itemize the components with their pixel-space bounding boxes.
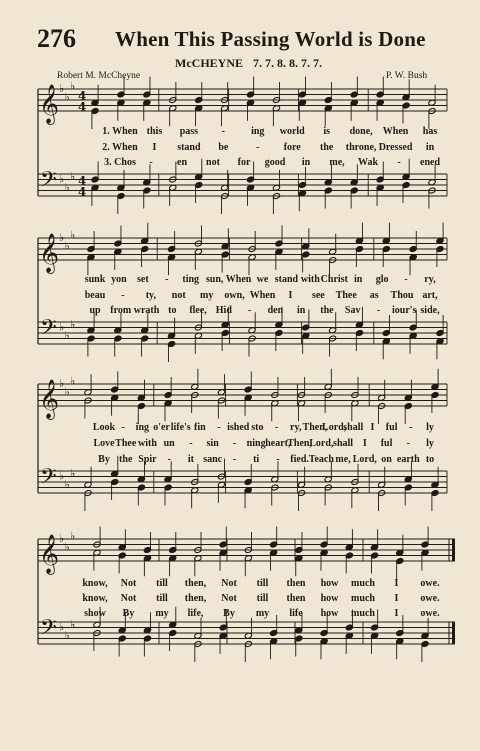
words-credit: Robert M. McCheyne <box>57 71 141 81</box>
lyric-syllable: has <box>422 126 438 137</box>
lyric-syllable: stand <box>177 142 201 153</box>
lyric-syllable: Not <box>221 593 237 604</box>
lyric-syllable: Dressed <box>378 142 413 153</box>
flat-icon: ♭ <box>64 385 70 399</box>
lyric-syllable: fore <box>283 142 301 153</box>
lyric-syllable: ti <box>253 454 260 465</box>
lyric-syllable: Spir <box>138 454 157 465</box>
flat-icon: ♭ <box>70 617 76 631</box>
lyric-syllable: ing <box>251 126 265 137</box>
lyric-syllable: see <box>311 290 325 301</box>
lyric-syllable: Not <box>221 578 237 589</box>
bass-clef-icon: 𝄢 <box>40 167 57 198</box>
lyric-syllable: as <box>369 290 379 301</box>
lyric-syllable: for <box>237 157 251 168</box>
lyric-syllable: Then, <box>287 438 312 449</box>
lyric-syllable: sanc <box>203 454 223 465</box>
lyric-syllable: - <box>232 438 237 449</box>
lyric-syllable: till <box>256 578 269 589</box>
lyric-syllable: en <box>177 157 187 168</box>
lyric-syllable: - <box>232 454 237 465</box>
lyric-syllable: how <box>320 608 339 619</box>
lyric-syllable: heart, <box>265 438 291 449</box>
treble-clef-icon: 𝄞 <box>39 534 60 574</box>
lyric-syllable: much <box>351 608 375 619</box>
lyric-syllable: we <box>256 274 269 285</box>
lyric-syllable: it <box>187 454 194 465</box>
lyric-syllable: iour's <box>391 305 417 316</box>
lyric-syllable: beau <box>84 290 106 301</box>
hymn-number: 276 <box>37 24 76 53</box>
flat-icon: ♭ <box>64 90 70 104</box>
treble-clef-icon: 𝄞 <box>39 379 60 419</box>
lyric-syllable: how <box>320 578 339 589</box>
lyric-syllable: - <box>256 142 260 153</box>
bass-clef-icon: 𝄢 <box>40 315 57 346</box>
lyric-syllable: un <box>163 438 175 449</box>
lyric-syllable: I <box>394 593 399 604</box>
lyric-syllable: - <box>376 305 381 316</box>
lyric-syllable: fied. <box>290 454 309 465</box>
flat-icon: ♭ <box>64 477 70 491</box>
lyric-syllable: then <box>286 593 306 604</box>
lyric-syllable: By <box>223 608 235 619</box>
lyric-syllable: Then, <box>302 422 328 433</box>
lyric-syllable: done, <box>349 126 373 137</box>
lyric-syllable: Thee <box>115 438 137 449</box>
lyric-syllable: - <box>406 438 410 449</box>
lyric-syllable: wrath <box>133 305 160 316</box>
flat-icon: ♭ <box>64 328 70 342</box>
lyric-syllable: Thou <box>390 290 414 301</box>
flat-icon: ♭ <box>59 532 65 545</box>
lyric-syllable: o'er <box>153 422 170 433</box>
lyric-syllable: then, <box>184 593 207 604</box>
lyric-syllable: Christ <box>320 274 348 285</box>
lyric-syllable: fin <box>194 422 206 433</box>
lyric-syllable: Sav <box>344 305 361 316</box>
lyric-syllable: I <box>362 438 367 449</box>
lyric-syllable: owe. <box>420 593 440 604</box>
lyric-syllable: world <box>279 126 305 137</box>
bass-clef-icon: 𝄢 <box>40 464 57 495</box>
lyric-syllable: - <box>274 422 279 433</box>
lyric-syllable: own, <box>224 290 245 301</box>
lyric-syllable: Hid <box>215 305 232 316</box>
lyric-syllable: throne, <box>345 142 377 153</box>
bass-staff <box>38 471 447 493</box>
lyric-syllable: ting <box>182 274 200 285</box>
lyric-syllable: set <box>137 274 149 285</box>
lyric-syllable: to <box>168 305 177 316</box>
lyric-syllable: I <box>394 578 399 589</box>
lyric-syllable: Thee <box>335 290 357 301</box>
lyric-syllable: flee, <box>189 305 207 316</box>
lyric-syllable: pass <box>179 126 199 137</box>
lyric-syllable: ly <box>426 422 434 433</box>
flat-icon: ♭ <box>59 320 65 334</box>
flat-icon: ♭ <box>70 466 76 480</box>
lyric-syllable: yon <box>111 274 127 285</box>
music-credit: P. W. Bush <box>386 71 428 81</box>
lyric-syllable: - <box>189 438 193 449</box>
lyric-syllable: in <box>296 305 306 316</box>
lyric-syllable: earth <box>396 454 420 465</box>
flat-icon: ♭ <box>59 231 65 244</box>
flat-icon: ♭ <box>70 317 76 331</box>
lyric-syllable: with <box>138 438 157 449</box>
lyric-syllable: shall <box>343 422 364 433</box>
lyric-syllable: sto <box>251 422 264 433</box>
lyric-syllable: ry, <box>290 422 302 433</box>
lyric-syllable: till <box>156 578 168 589</box>
lyric-syllable: ished <box>227 422 250 433</box>
lyric-syllable: side, <box>420 305 440 316</box>
lyric-syllable: life, <box>187 608 204 619</box>
treble-clef-icon: 𝄞 <box>39 233 60 273</box>
lyric-syllable: show <box>84 608 106 619</box>
time-signature-bottom: 4 <box>78 185 87 199</box>
lyric-syllable: till <box>256 593 269 604</box>
lyric-syllable: me, <box>329 157 345 168</box>
flat-icon: ♭ <box>59 620 65 634</box>
lyric-syllable: I <box>394 608 399 619</box>
lyric-syllable: my <box>199 290 214 301</box>
lyric-syllable: - <box>247 305 252 316</box>
lyric-syllable: Lord, <box>352 454 377 465</box>
lyric-syllable: - <box>409 422 413 433</box>
lyric-syllable: - <box>167 454 171 465</box>
lyric-syllable: on <box>381 454 392 465</box>
lyric-syllable: know, <box>82 593 108 604</box>
lyric-syllable: then, <box>184 578 207 589</box>
lyric-syllable: Look <box>92 422 116 433</box>
tune-name: McCHEYNE <box>175 56 243 70</box>
lyric-syllable: not <box>171 290 186 301</box>
lyric-syllable: know, <box>82 578 108 589</box>
lyric-syllable: ful <box>385 422 398 433</box>
lyric-syllable: When <box>249 290 276 301</box>
flat-icon: ♭ <box>59 469 65 483</box>
lyric-syllable: sun, <box>205 274 224 285</box>
lyric-syllable: Teach <box>308 454 334 465</box>
lyric-syllable: be <box>218 142 229 153</box>
flat-icon: ♭ <box>70 529 76 543</box>
lyric-syllable: Not <box>120 593 137 604</box>
lyric-syllable: not <box>206 157 220 168</box>
lyric-syllable: sin <box>206 438 219 449</box>
lyric-syllable: I <box>370 422 375 433</box>
time-signature-bottom: 4 <box>78 100 87 114</box>
flat-icon: ♭ <box>64 540 70 554</box>
lyric-syllable: ning <box>246 438 266 449</box>
lyric-syllable: owe. <box>420 578 440 589</box>
lyric-syllable: the <box>319 142 334 153</box>
lyric-syllable: ry, <box>424 274 436 285</box>
lyric-syllable: - <box>121 290 125 301</box>
hymn-title: When This Passing World is Done <box>115 27 426 51</box>
treble-staff <box>38 89 447 111</box>
flat-icon: ♭ <box>70 228 76 242</box>
lyric-syllable: 3. Chos <box>104 157 136 168</box>
lyric-syllable: then <box>286 578 306 589</box>
flat-icon: ♭ <box>70 79 76 93</box>
lyric-syllable: me, <box>335 454 351 465</box>
flat-icon: ♭ <box>59 377 65 390</box>
lyric-syllable: I <box>288 290 293 301</box>
lyric-syllable: with <box>300 274 320 285</box>
treble-staff <box>38 539 455 561</box>
lyric-syllable: this <box>146 126 163 137</box>
flat-icon: ♭ <box>64 628 70 642</box>
meter: 7. 7. 8. 8. 7. 7. <box>253 56 322 70</box>
lyric-syllable: from <box>110 305 132 316</box>
lyric-syllable: 2. When <box>102 142 138 153</box>
lyric-syllable: till <box>156 593 168 604</box>
flat-icon: ♭ <box>70 169 76 183</box>
lyric-syllable: - <box>397 157 401 168</box>
lyric-syllable: Lord, <box>322 422 347 433</box>
lyric-syllable: Wak <box>357 157 379 168</box>
lyric-syllable: ly <box>426 438 434 449</box>
lyric-syllable: - <box>217 422 221 433</box>
lyric-syllable: in <box>425 142 435 153</box>
lyric-syllable: stand <box>274 274 299 285</box>
lyric-syllable: - <box>149 157 153 168</box>
lyric-syllable: Not <box>120 578 137 589</box>
lyric-syllable: life <box>289 608 303 619</box>
lyric-syllable: - <box>165 274 169 285</box>
lyric-syllable: ened <box>420 157 440 168</box>
lyric-syllable: When <box>225 274 252 285</box>
lyric-syllable: den <box>267 305 284 316</box>
lyric-syllable: ty, <box>145 290 156 301</box>
lyric-syllable: in <box>301 157 311 168</box>
lyric-syllable: ful <box>380 438 393 449</box>
lyric-syllable: - <box>221 126 225 137</box>
lyric-syllable: glo <box>375 274 389 285</box>
lyric-syllable: much <box>351 578 375 589</box>
time-signature-top: 4 <box>78 174 87 188</box>
lyric-syllable: my <box>255 608 270 619</box>
lyric-syllable: - <box>404 274 408 285</box>
lyric-syllable: much <box>351 593 375 604</box>
lyric-syllable: Lord, <box>309 438 334 449</box>
lyric-syllable: sunk <box>84 274 106 285</box>
lyric-syllable: ing <box>135 422 150 433</box>
lyric-syllable: the <box>119 454 133 465</box>
bass-clef-icon: 𝄢 <box>40 615 57 646</box>
lyric-syllable: I <box>152 142 157 153</box>
lyric-syllable: in <box>354 274 363 285</box>
flat-icon: ♭ <box>59 82 65 95</box>
lyric-syllable: By <box>122 608 135 619</box>
lyric-syllable: is <box>323 126 330 137</box>
flat-icon: ♭ <box>64 239 70 253</box>
lyric-syllable: owe. <box>420 608 440 619</box>
lyric-syllable: - <box>121 422 125 433</box>
lyric-syllable: - <box>276 454 280 465</box>
lyric-syllable: life's <box>170 422 191 433</box>
treble-clef-icon: 𝄞 <box>39 84 60 124</box>
treble-staff <box>38 384 447 406</box>
final-barline-thick <box>452 539 455 561</box>
bass-staff <box>38 174 447 196</box>
lyric-syllable: to <box>425 454 435 465</box>
flat-icon: ♭ <box>59 172 65 186</box>
lyric-syllable: good <box>264 157 286 168</box>
lyric-syllable: art, <box>422 290 438 301</box>
flat-icon: ♭ <box>70 374 76 388</box>
lyric-syllable: 1. When <box>102 126 138 137</box>
lyric-syllable: shall <box>333 438 354 449</box>
lyric-syllable: my <box>155 608 169 619</box>
lyric-syllable: up <box>89 305 101 316</box>
final-barline-thick <box>452 622 455 644</box>
flat-icon: ♭ <box>64 180 70 194</box>
lyric-syllable: By <box>98 454 110 465</box>
lyric-syllable: Love <box>93 438 115 449</box>
time-signature-top: 4 <box>78 89 87 103</box>
lyric-syllable: When <box>382 126 409 137</box>
lyric-syllable: the <box>320 305 334 316</box>
lyric-syllable: how <box>320 593 339 604</box>
